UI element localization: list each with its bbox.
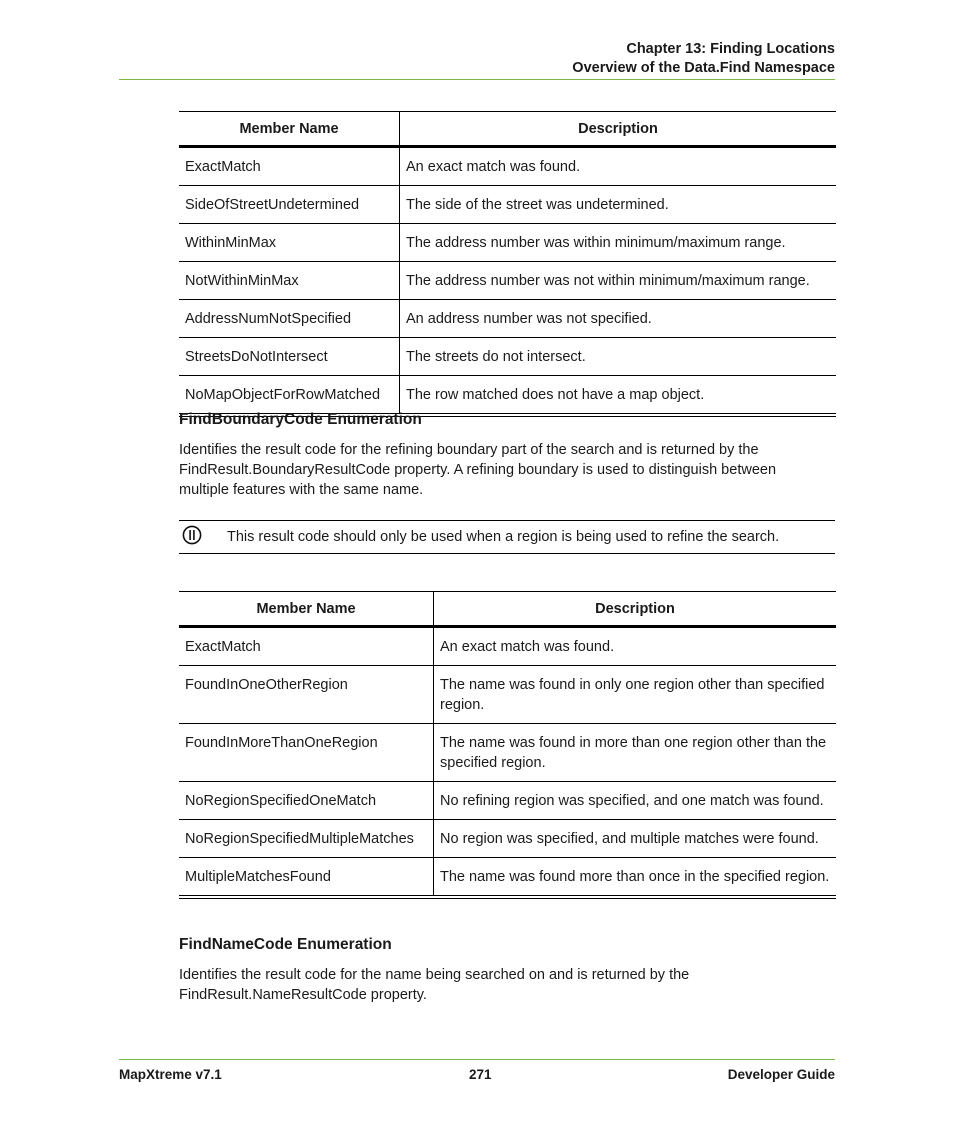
- member-name-cell: ExactMatch: [179, 147, 400, 186]
- description-cell: The streets do not intersect.: [400, 338, 837, 376]
- footer-rule: [119, 1059, 835, 1060]
- boundary-section-body: Identifies the result code for the refining boundary part of the search and is returned by the FindResult.BoundaryResultCode property. A refining boundary is used to distinguish between multiple features with the same name.: [179, 442, 777, 498]
- member-name-cell: NoRegionSpecifiedOneMatch: [179, 782, 434, 820]
- table-row: [179, 300, 836, 338]
- name-section-heading: FindNameCode Enumeration: [179, 936, 392, 953]
- table-row: [179, 147, 836, 186]
- description-cell: No region was specified, and multiple matches were found.: [434, 820, 837, 858]
- boundary-code-table: [179, 591, 836, 899]
- table-row: [179, 186, 836, 224]
- description-cell: The address number was within minimum/maximum range.: [400, 224, 837, 262]
- running-footer: [119, 1067, 835, 1085]
- table-row: [179, 820, 836, 858]
- member-name-cell: WithinMinMax: [179, 224, 400, 262]
- table-row: [179, 224, 836, 262]
- description-cell: The name was found in more than one region other than the specified region.: [434, 724, 837, 782]
- section-title-header: Overview of the Data.Find Namespace: [572, 60, 835, 76]
- member-name-cell: NoMapObjectForRowMatched: [179, 376, 400, 416]
- description-cell: The name was found more than once in the specified region.: [434, 858, 837, 898]
- member-name-cell: ExactMatch: [179, 627, 434, 666]
- member-name-cell: NotWithinMinMax: [179, 262, 400, 300]
- page-number: 271: [469, 1067, 492, 1082]
- table-row: [179, 376, 836, 416]
- header-rule: [119, 79, 835, 80]
- note-text: This result code should only be used when a region is being used to refine the search.: [227, 529, 780, 545]
- table-row: [179, 724, 836, 782]
- chapter-title: Chapter 13: Finding Locations: [626, 41, 835, 57]
- table-row: [179, 627, 836, 666]
- table-header-row: [179, 592, 836, 627]
- description-cell: The address number was not within minimum/maximum range.: [400, 262, 837, 300]
- description-cell: An exact match was found.: [434, 627, 837, 666]
- boundary-section-heading: FindBoundaryCode Enumeration: [179, 411, 422, 428]
- member-name-cell: SideOfStreetUndetermined: [179, 186, 400, 224]
- description-cell: An exact match was found.: [400, 147, 837, 186]
- table-row: [179, 262, 836, 300]
- guide-name: Developer Guide: [727, 1067, 835, 1082]
- product-name: MapXtreme v7.1: [119, 1067, 222, 1082]
- column-header: Description: [434, 592, 837, 627]
- description-cell: An address number was not specified.: [400, 300, 837, 338]
- description-cell: The side of the street was undetermined.: [400, 186, 837, 224]
- table-row: [179, 338, 836, 376]
- member-name-cell: FoundInOneOtherRegion: [179, 666, 434, 724]
- table-row: [179, 666, 836, 724]
- name-section-body: Identifies the result code for the name being searched on and is returned by the FindResult.NameResultCode property.: [179, 967, 690, 1003]
- running-header: [572, 40, 835, 78]
- description-cell: No refining region was specified, and one match was found.: [434, 782, 837, 820]
- note-box: [179, 520, 835, 554]
- description-cell: The name was found in only one region other than specified region.: [434, 666, 837, 724]
- table-row: [179, 782, 836, 820]
- member-name-cell: NoRegionSpecifiedMultipleMatches: [179, 820, 434, 858]
- table-row: [179, 858, 836, 898]
- column-header: Description: [400, 112, 837, 147]
- member-name-cell: FoundInMoreThanOneRegion: [179, 724, 434, 782]
- description-cell: The row matched does not have a map object.: [400, 376, 837, 416]
- column-header: Member Name: [179, 592, 434, 627]
- table-header-row: [179, 112, 836, 147]
- member-name-cell: AddressNumNotSpecified: [179, 300, 400, 338]
- match-code-table: [179, 111, 836, 417]
- member-name-cell: StreetsDoNotIntersect: [179, 338, 400, 376]
- column-header: Member Name: [179, 112, 400, 147]
- member-name-cell: MultipleMatchesFound: [179, 858, 434, 898]
- info-icon: [182, 525, 202, 545]
